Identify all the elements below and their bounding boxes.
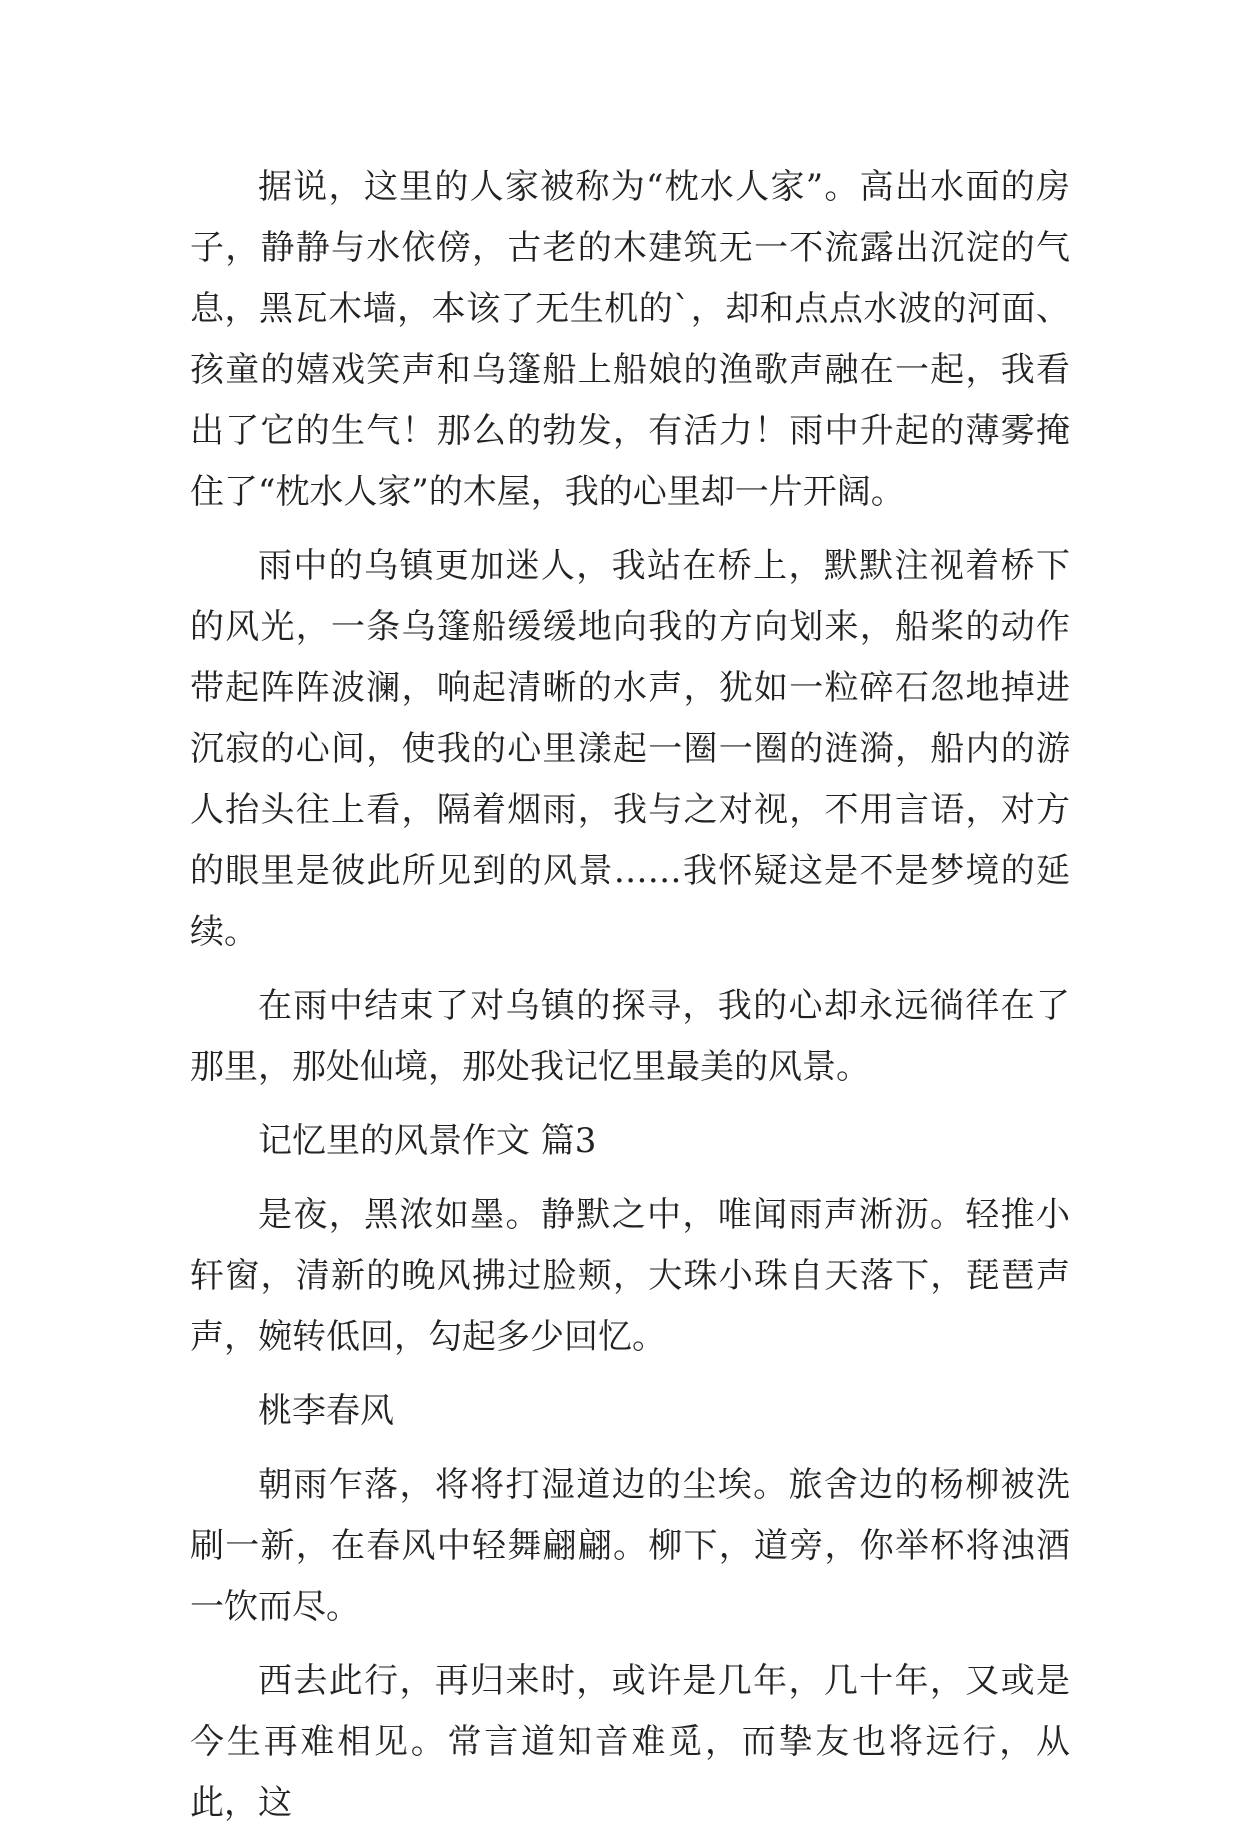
paragraph-night-rain: 是夜，黑浓如墨。静默之中，唯闻雨声淅沥。轻推小轩窗，清新的晚风拂过脸颊，大珠小珠自天落下，琵琶声声，婉转低回，勾起多少回忆。 — [190, 1195, 1070, 1357]
paragraph-zhenshui-renjia: 据说，这里的人家被称为“枕水人家”。高出水面的房子，静静与水依傍，古老的木建筑无一不流露出沉淀的气息，黑瓦木墙，本该了无生机的`，却和点点水波的河面、孩童的嬉戏笑声和乌篷船上船娘的渔歌声融在一起，我看出了它的生气！那么的勃发，有活力！雨中升起的薄雾掩住了“枕水人家”的木屋，我的心里却一片开阔。 — [190, 167, 1070, 512]
document-body — [190, 157, 1070, 1847]
paragraph-end-of-exploration: 在雨中结束了对乌镇的探寻，我的心却永远徜徉在了那里，那处仙境，那处我记忆里最美的风景。 — [190, 986, 1070, 1087]
paragraph-rain-wuzhen: 雨中的乌镇更加迷人，我站在桥上，默默注视着桥下的风光，一条乌篷船缓缓地向我的方向划来，船桨的动作带起阵阵波澜，响起清晰的水声，犹如一粒碎石忽地掉进沉寂的心间，使我的心里漾起一圈一圈的涟漪，船内的游人抬头往上看，隔着烟雨，我与之对视，不用言语，对方的眼里是彼此所见到的风景……我怀疑这是不是梦境的延续。 — [190, 546, 1070, 952]
paragraph-morning-rain: 朝雨乍落，将将打湿道边的尘埃。旅舍边的杨柳被洗刷一新，在春风中轻舞翩翩。柳下，道旁，你举杯将浊酒一饮而尽。 — [190, 1465, 1070, 1627]
subheading-taoli-chunfeng: 桃李春风 — [258, 1391, 394, 1431]
section-heading-essay-3: 记忆里的风景作文 篇3 — [258, 1121, 597, 1161]
paragraph-farewell: 西去此行，再归来时，或许是几年，几十年，又或是今生再难相见。常言道知音难觅，而挚友也将远行，从此，这 — [190, 1661, 1070, 1823]
